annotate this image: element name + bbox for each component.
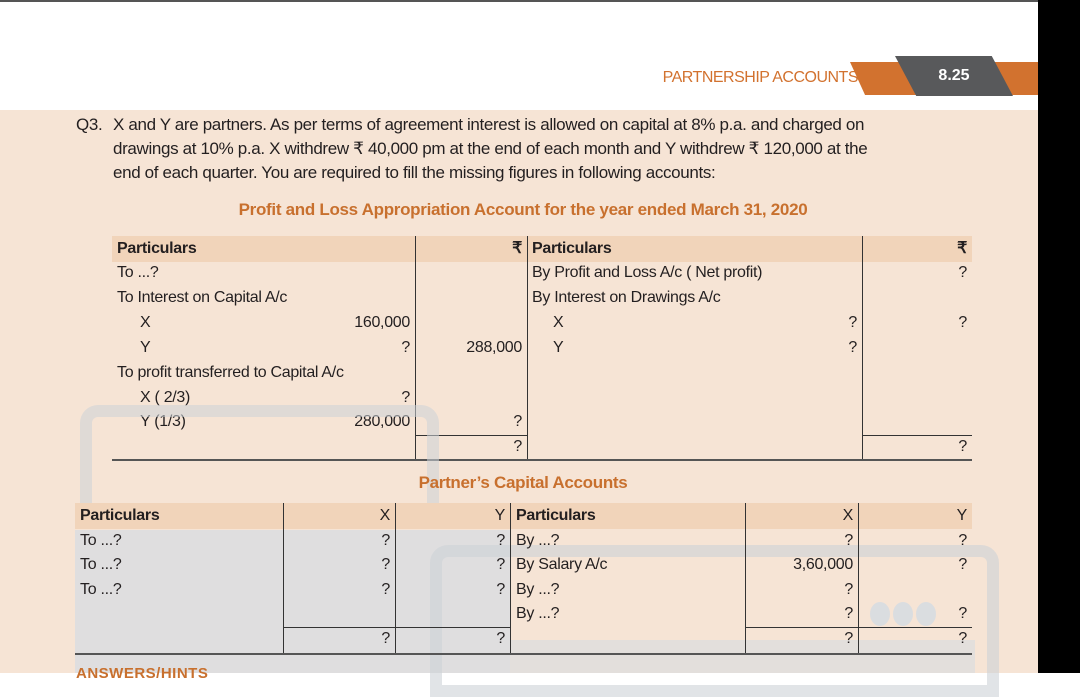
table-bottom-line: [75, 653, 972, 655]
dr-row-y: ?: [496, 532, 505, 549]
dr-to-unknown: To ...?: [117, 264, 159, 281]
cr-x-value: ?: [848, 314, 857, 331]
dr-interest-on-capital: To Interest on Capital A/c: [117, 289, 288, 306]
dr-row-x: ?: [381, 532, 390, 549]
total-y-dr: ?: [496, 630, 505, 647]
top-border: [0, 0, 1038, 2]
answers-hints-heading: ANSWERS/HINTS: [76, 665, 209, 682]
dr-y-share-value: 280,000: [354, 413, 410, 430]
cr-grand-total: ?: [958, 438, 967, 455]
dr-interest-total: 288,000: [466, 339, 522, 356]
dr-share-total: ?: [513, 413, 522, 430]
total-y-cr: ?: [958, 630, 967, 647]
question-line-3: end of each quarter. You are required to fill the missing figures in following accounts:: [113, 163, 716, 182]
dr-row-label: To ...?: [80, 556, 122, 573]
dr-grand-total: ?: [513, 438, 522, 455]
dr-row-y: ?: [496, 581, 505, 598]
question-line-2: drawings at 10% p.a. X withdrew ₹ 40,000 pm at the end of each month and Y withdrew ₹ 120,000 at the: [113, 139, 868, 158]
dr-x-label: X: [140, 314, 151, 331]
cr-row-label: By ...?: [516, 532, 560, 549]
overlay-frame: [80, 405, 439, 517]
question-number: Q3.: [76, 115, 103, 134]
cr-row-x: 3,60,000: [793, 556, 853, 573]
dr-row-y: ?: [496, 556, 505, 573]
dr-y-label: Y: [140, 339, 151, 356]
dr-y-share-label: Y (1/3): [140, 413, 186, 430]
dr-row-x: ?: [381, 581, 390, 598]
cr-row-y: ?: [958, 532, 967, 549]
cr-row-label: By ...?: [516, 605, 560, 622]
dr-x-share-value: ?: [401, 389, 410, 406]
header-particulars-cr: Particulars: [532, 240, 612, 257]
cr-row-x: ?: [844, 605, 853, 622]
cr-y-value: ?: [848, 339, 857, 356]
header-x-cr: X: [842, 507, 853, 524]
section-title: PARTNERSHIP ACCOUNTS: [662, 69, 858, 86]
screen-edge: [1038, 0, 1080, 673]
header-y-dr: Y: [494, 507, 505, 524]
question-line-1: X and Y are partners. As per terms of agreement interest is allowed on capital at 8% p.a. and charged on: [113, 115, 865, 134]
column-divider: [510, 503, 511, 653]
dr-x-value: 160,000: [354, 314, 410, 331]
header-particulars-cr: Particulars: [516, 507, 596, 524]
header-x-dr: X: [379, 507, 390, 524]
cr-interest-total: ?: [958, 314, 967, 331]
cr-interest-on-drawings: By Interest on Drawings A/c: [532, 289, 721, 306]
page-number: 8.25: [938, 67, 970, 84]
cr-x-label: X: [553, 314, 564, 331]
dr-y-value: ?: [401, 339, 410, 356]
total-x-dr: ?: [381, 630, 390, 647]
dr-row-x: ?: [381, 556, 390, 573]
dr-row-label: To ...?: [80, 532, 122, 549]
cr-net-profit: By Profit and Loss A/c ( Net profit): [532, 264, 763, 281]
pl-account-title: Profit and Loss Appropriation Account for the year ended March 31, 2020: [238, 200, 808, 219]
cr-row-label: By Salary A/c: [516, 556, 608, 573]
header-amount-dr: ₹: [512, 240, 522, 257]
header-amount-cr: ₹: [957, 240, 967, 257]
capital-account-title: Partner’s Capital Accounts: [418, 473, 628, 492]
cr-row-x: ?: [844, 581, 853, 598]
cr-y-label: Y: [553, 339, 564, 356]
total-x-cr: ?: [844, 630, 853, 647]
cr-row-label: By ...?: [516, 581, 560, 598]
cr-net-profit-value: ?: [958, 264, 967, 281]
dr-row-label: To ...?: [80, 581, 122, 598]
cr-row-y: ?: [958, 605, 967, 622]
header-particulars-dr: Particulars: [80, 507, 160, 524]
cr-row-y: ?: [958, 556, 967, 573]
header-particulars-dr: Particulars: [117, 240, 197, 257]
cr-row-x: ?: [844, 532, 853, 549]
header-y-cr: Y: [956, 507, 967, 524]
column-divider: [527, 236, 528, 460]
dr-x-share-label: X ( 2/3): [140, 389, 191, 406]
dr-profit-transferred: To profit transferred to Capital A/c: [117, 364, 344, 381]
